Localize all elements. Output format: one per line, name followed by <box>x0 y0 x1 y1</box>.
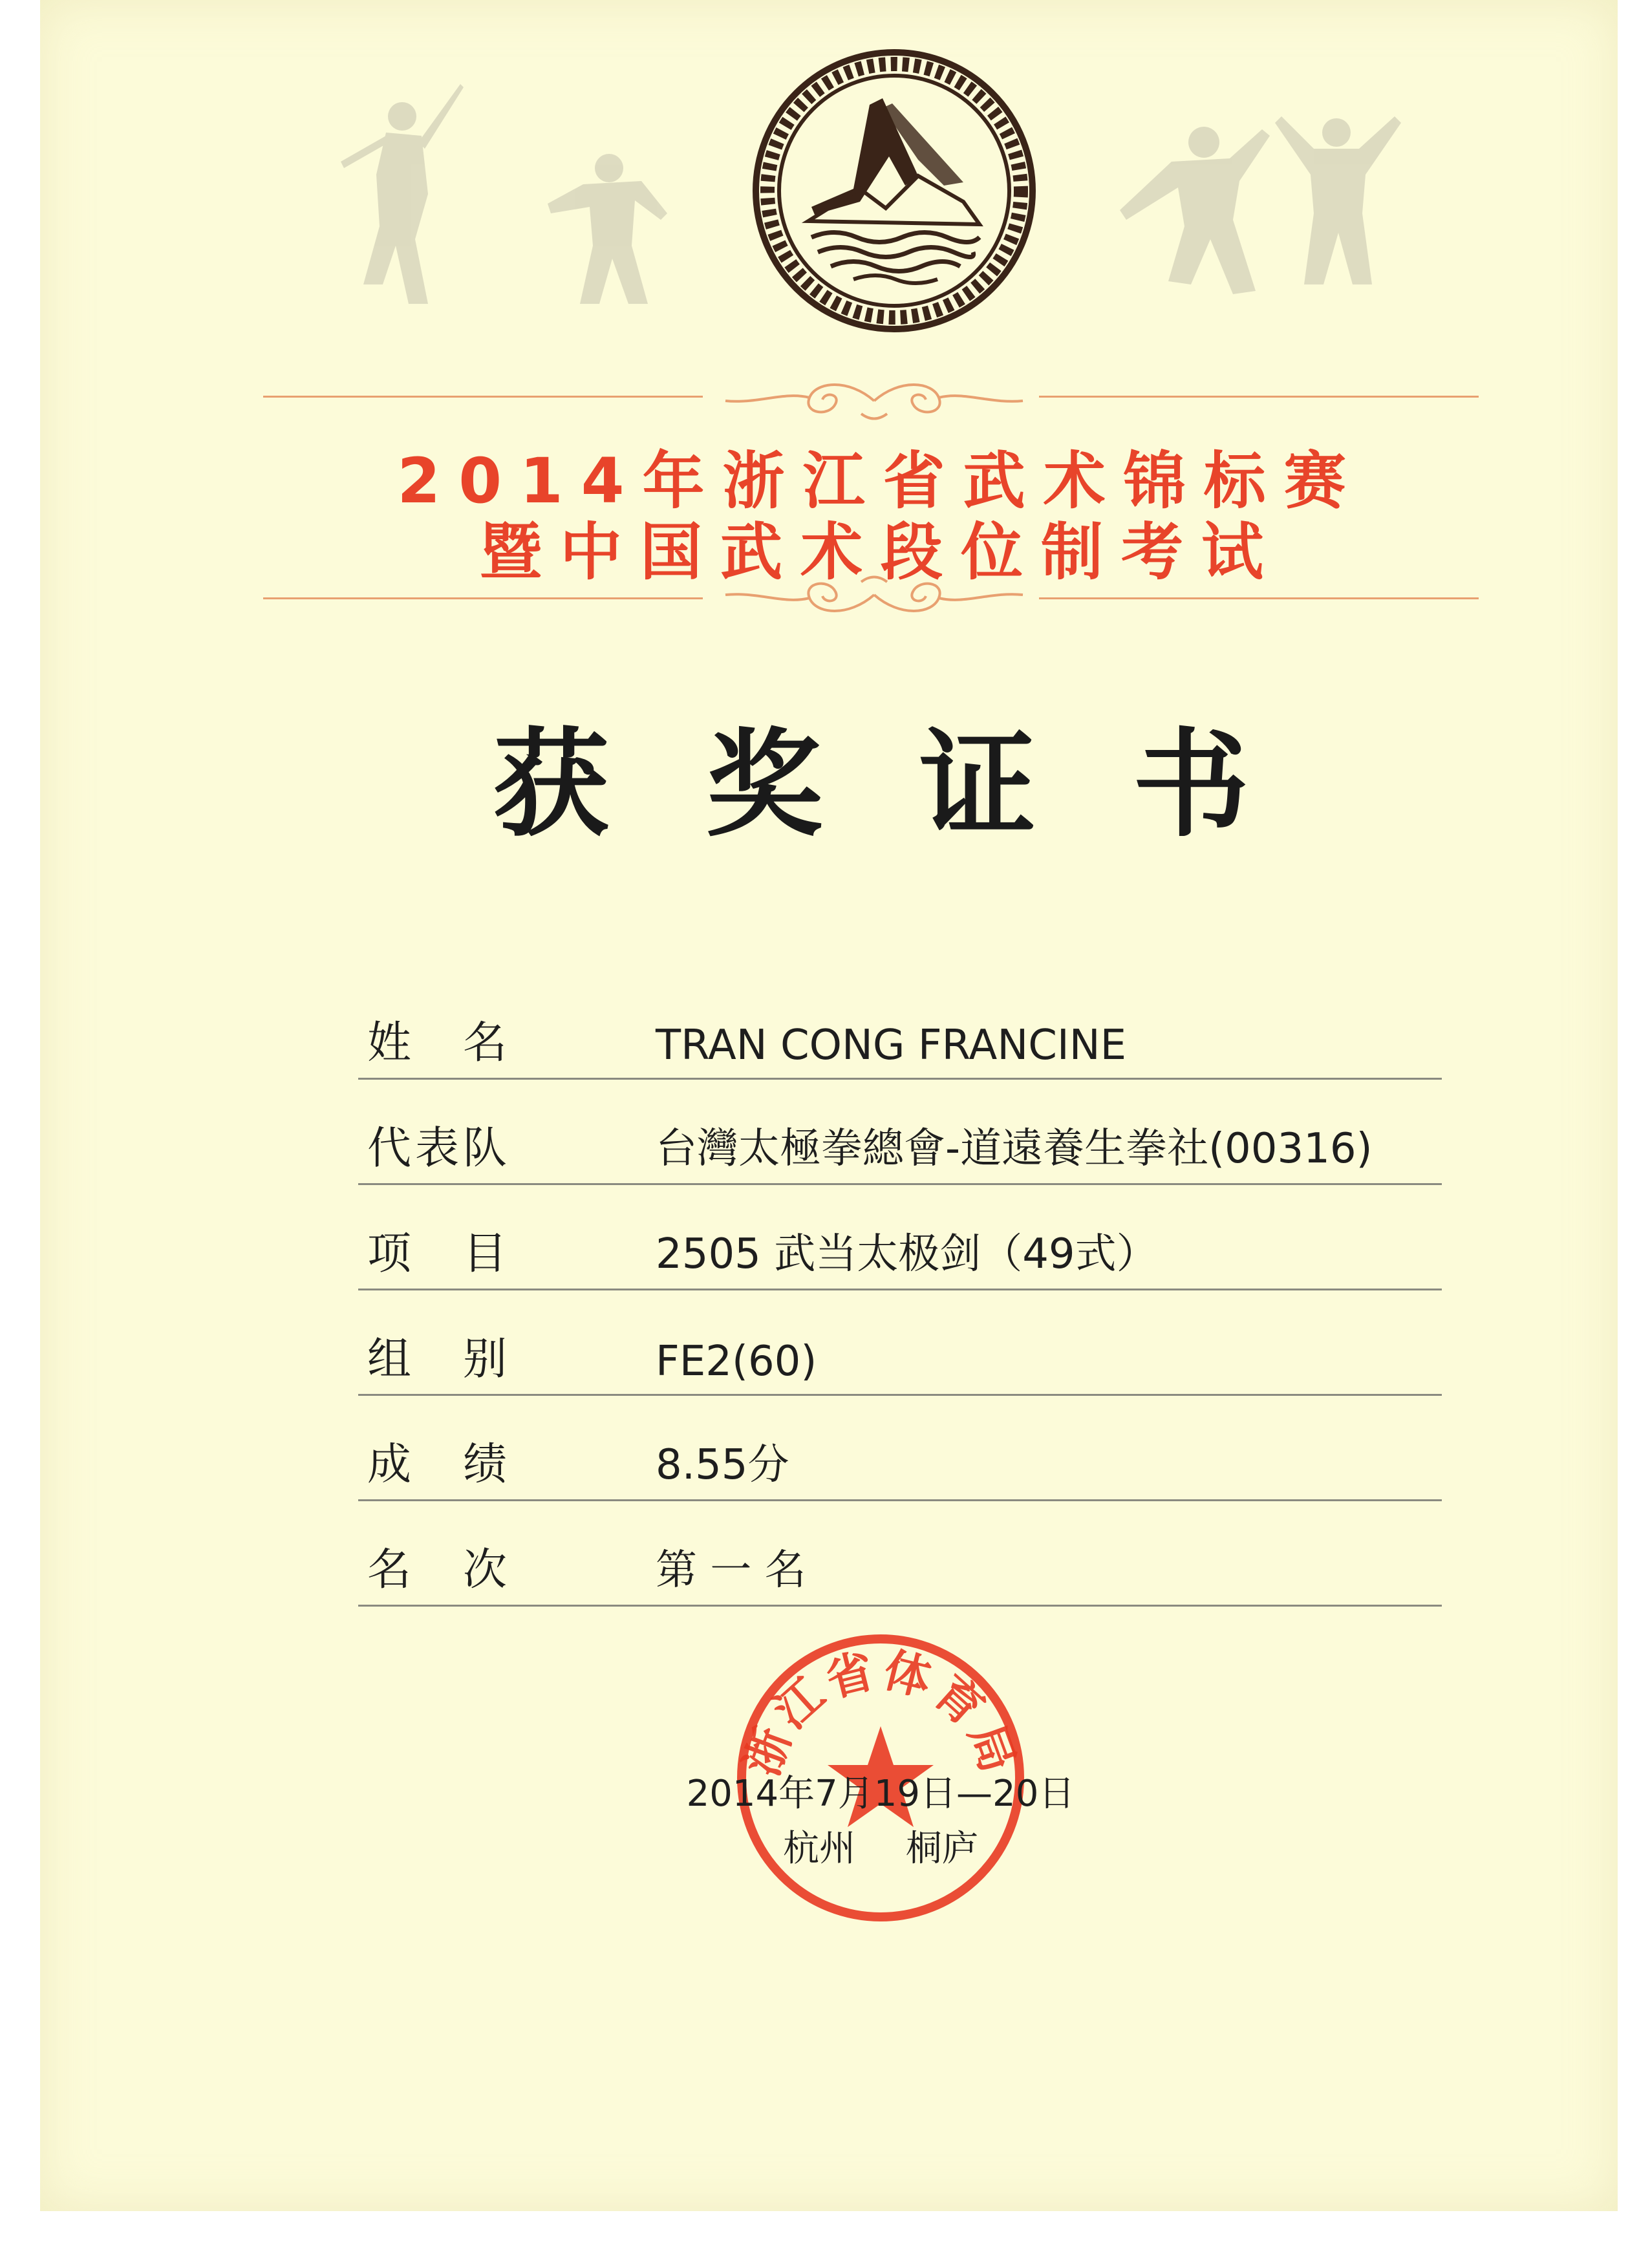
field-row-score <box>358 1404 1442 1501</box>
event-value: 2505 武当太极剑（49式） <box>656 1230 1158 1278</box>
field-row-rank <box>358 1510 1442 1607</box>
fighter-silhouette-right <box>1269 103 1404 291</box>
rank-value: 第 一 名 <box>656 1546 806 1594</box>
sword-fighter-silhouette-left <box>325 71 467 317</box>
rank-label: 名 次 <box>367 1545 511 1596</box>
field-row-name <box>358 983 1442 1080</box>
event-title-line-1: 2014年浙江省武术锦标赛 <box>397 445 1364 517</box>
team-label: 代表队 <box>367 1123 511 1174</box>
group-value: FE2(60) <box>656 1338 817 1385</box>
score-label: 成 绩 <box>367 1439 511 1490</box>
field-underline <box>358 1183 1442 1185</box>
award-place: 杭州 桐庐 <box>783 1828 978 1870</box>
title-top-rule-left <box>263 396 703 398</box>
title-bottom-rule-right <box>1039 597 1479 599</box>
event-title-line-2: 暨中国武术段位制考试 <box>480 516 1281 588</box>
field-underline <box>358 1394 1442 1396</box>
field-underline <box>358 1289 1442 1290</box>
group-label: 组 别 <box>367 1334 511 1385</box>
field-underline <box>358 1605 1442 1607</box>
title-bottom-rule-left <box>263 597 703 599</box>
score-value: 8.55分 <box>656 1441 789 1489</box>
field-underline <box>358 1499 1442 1501</box>
fighter-silhouette-center-right <box>1100 110 1275 304</box>
wushu-emblem-logo <box>750 47 1038 335</box>
scroll-ornament-top <box>712 375 1036 427</box>
team-value: 台灣太極拳總會-道遠養生拳社(00316) <box>656 1125 1373 1173</box>
svg-text:浙江省体育局: 浙江省体育局 <box>733 1642 1028 1783</box>
fighter-silhouette-center-left <box>538 142 687 310</box>
title-top-rule-right <box>1039 396 1479 398</box>
field-row-group <box>358 1299 1442 1396</box>
field-row-team <box>358 1088 1442 1185</box>
name-label: 姓 名 <box>367 1018 511 1069</box>
field-row-event <box>358 1193 1442 1290</box>
name-value: TRAN CONG FRANCINE <box>656 1022 1127 1069</box>
award-date: 2014年7月19日—20日 <box>686 1773 1075 1815</box>
event-label: 项 目 <box>367 1228 511 1279</box>
field-underline <box>358 1078 1442 1080</box>
certificate-title: 获奖证书 <box>492 716 1346 853</box>
certificate-paper <box>40 0 1618 2211</box>
